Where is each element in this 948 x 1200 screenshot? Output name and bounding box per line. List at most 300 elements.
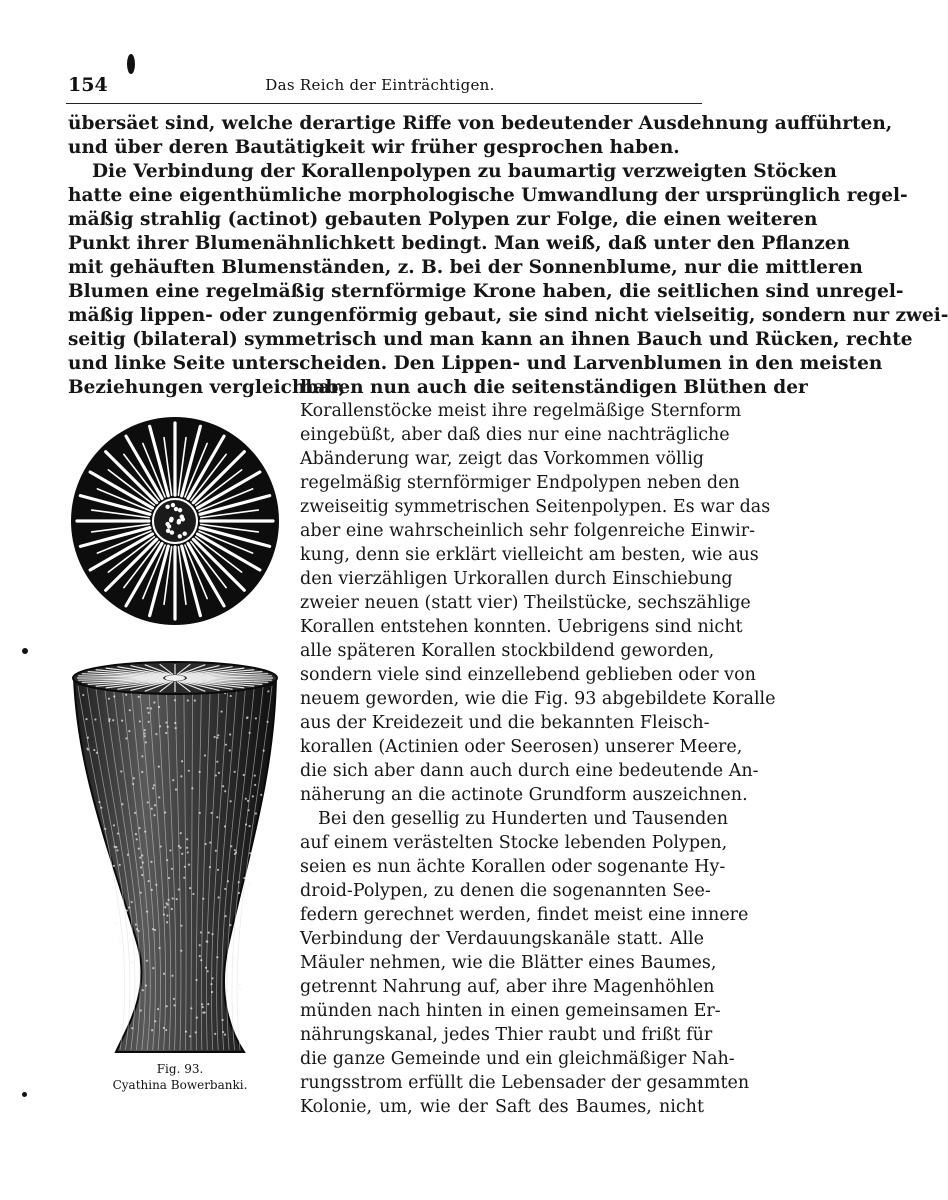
coral-granule (152, 967, 154, 969)
coral-granule (178, 845, 180, 847)
coral-granule (112, 719, 114, 721)
coral-granule (171, 975, 173, 977)
coral-granule (151, 808, 153, 810)
coral-granule (249, 732, 251, 734)
coral-granule (159, 725, 161, 727)
columella-dot (165, 505, 169, 509)
coral-granule (185, 1030, 187, 1032)
coral-granule (121, 720, 123, 722)
coral-granule (108, 698, 110, 700)
coral-granule (100, 807, 102, 809)
coral-granule (168, 877, 170, 879)
columella-dot (174, 507, 178, 511)
coral-granule (163, 1027, 165, 1029)
coral-granule (202, 898, 204, 900)
columella-dot (178, 534, 182, 538)
coral-granule (140, 892, 142, 894)
coral-granule (199, 812, 201, 814)
coral-granule (165, 732, 167, 734)
coral-granule (206, 940, 208, 942)
coral-granule (135, 923, 137, 925)
coral-granule (166, 859, 168, 861)
coral-granule (229, 924, 231, 926)
coral-granule (195, 979, 197, 981)
coral-granule (211, 977, 213, 979)
coral-granule (204, 1011, 206, 1013)
text-line: münden nach hinten in einen gemeinsamen Er- (300, 1001, 721, 1021)
text-line: Kolonie, um, wie der Saft des Baumes, nicht (300, 1097, 704, 1117)
coral-granule (255, 812, 257, 814)
coral-granule (175, 788, 177, 790)
coral-granule (180, 950, 182, 952)
text-line: eingebüßt, aber daß dies nur eine nachträgliche (300, 425, 730, 445)
coral-granule (124, 923, 126, 925)
running-head: Das Reich der Einträchtigen. (265, 76, 495, 94)
coral-granule (144, 729, 146, 731)
coral-granule (173, 1004, 175, 1006)
text-line: näherung an die actinote Grundform auszeichnen. (300, 785, 748, 805)
coral-granule (224, 1034, 226, 1036)
coral-granule (205, 843, 207, 845)
text-line: zweiseitig symmetrischen Seitenpolypen. Es war das (300, 497, 771, 517)
coral-granule (211, 991, 213, 993)
coral-granule (172, 897, 174, 899)
coral-granule (187, 699, 189, 701)
coral-granule (145, 741, 147, 743)
coral-granule (267, 690, 269, 692)
coral-granule (135, 833, 137, 835)
columella-dot (165, 522, 169, 526)
coral-granule (151, 889, 153, 891)
coral-granule (128, 958, 130, 960)
coral-granule (166, 1005, 168, 1007)
coral-side-view-illustration (68, 656, 282, 1058)
text-line: federn gerechnet werden, findet meist eine innere (300, 905, 749, 925)
coral-granule (164, 811, 166, 813)
columella-dot (177, 520, 181, 524)
coral-granule (220, 710, 222, 712)
coral-granule (187, 851, 189, 853)
coral-granule (119, 864, 121, 866)
coral-granule (129, 992, 131, 994)
coral-granule (243, 774, 245, 776)
coral-granule (249, 825, 251, 827)
coral-granule (152, 787, 154, 789)
coral-granule (119, 940, 121, 942)
coral-granule (154, 929, 156, 931)
coral-granule (104, 852, 106, 854)
text-line: sondern viele sind einzellebend geblieben oder von (300, 665, 756, 685)
coral-granule (255, 717, 257, 719)
coral-granule (148, 712, 150, 714)
figure-number: Fig. 93. (156, 1062, 204, 1076)
coral-granule (140, 866, 142, 868)
coral-granule (165, 1029, 167, 1031)
coral-granule (141, 771, 143, 773)
coral-granule (227, 955, 229, 957)
coral-granule (127, 854, 129, 856)
coral-granule (199, 955, 201, 957)
coral-granule (234, 771, 236, 773)
text-line: aber eine wahrscheinlich sehr folgenreiche Einwir- (300, 521, 755, 541)
coral-granule (216, 761, 218, 763)
text-line: regelmäßig sternförmiger Endpolypen neben den (300, 473, 740, 493)
text-line: droid-Polypen, zu denen die sogenannten See- (300, 881, 711, 901)
coral-granule (98, 801, 100, 803)
coral-granule (246, 716, 248, 718)
coral-granule (121, 803, 123, 805)
coral-granule (217, 869, 219, 871)
coral-granule (178, 888, 180, 890)
coral-granule (217, 734, 219, 736)
coral-granule (190, 1007, 192, 1009)
coral-granule (166, 914, 168, 916)
coral-granule (234, 853, 236, 855)
coral-granule (204, 754, 206, 756)
coral-granule (108, 720, 110, 722)
coral-granule (218, 896, 220, 898)
coral-granule (230, 800, 232, 802)
coral-granule (117, 833, 119, 835)
coral-granule (176, 898, 178, 900)
text-line: seien es nun ächte Korallen oder sogenante Hy- (300, 857, 726, 877)
coral-granule (181, 760, 183, 762)
page-number: 154 (68, 74, 108, 96)
coral-granule (211, 933, 213, 935)
header-rule (66, 103, 702, 104)
text-line: korallen (Actinien oder Seerosen) unserer Meere, (300, 737, 743, 757)
coral-granule (138, 696, 140, 698)
columella-dot (170, 530, 174, 534)
coral-granule (173, 998, 175, 1000)
text-line: alle späteren Korallen stockbildend geworden, (300, 641, 715, 661)
coral-granule (113, 865, 115, 867)
text-line: Punkt ihrer Blumenähnlichkett bedingt. Man weiß, daß unter den Pflanzen (68, 233, 850, 254)
coral-granule (152, 928, 154, 930)
text-line: aus der Kreidezeit und die bekannten Fleisch- (300, 713, 710, 733)
coral-granule (136, 928, 138, 930)
coral-granule (115, 881, 117, 883)
coral-granule (174, 699, 176, 701)
coral-granule (151, 1029, 153, 1031)
coral-granule (216, 956, 218, 958)
coral-granule (115, 922, 117, 924)
text-line: Korallenstöcke meist ihre regelmäßige Sternform (300, 401, 742, 421)
coral-granule (141, 874, 143, 876)
coral-granule (234, 957, 236, 959)
coral-granule (189, 1035, 191, 1037)
coral-granule (113, 824, 115, 826)
coral-granule (222, 1031, 224, 1033)
coral-granule (146, 911, 148, 913)
coral-granule (191, 787, 193, 789)
coral-granule (171, 868, 173, 870)
coral-granule (263, 750, 265, 752)
coral-granule (200, 959, 202, 961)
text-line: den vierzähligen Urkorallen durch Einschiebung (300, 569, 733, 589)
coral-granule (200, 931, 202, 933)
coral-granule (238, 984, 240, 986)
coral-granule (115, 846, 117, 848)
coral-granule (199, 944, 201, 946)
coral-granule (144, 830, 146, 832)
coral-granule (229, 749, 231, 751)
coral-granule (136, 988, 138, 990)
coral-granule (144, 735, 146, 737)
text-line: Verbindung der Verdauungskanäle statt. Alle (300, 929, 704, 949)
coral-granule (238, 881, 240, 883)
coral-granule (165, 721, 167, 723)
coral-granule (221, 1019, 223, 1021)
coral-granule (238, 892, 240, 894)
coral-granule (142, 861, 144, 863)
coral-granule (121, 908, 123, 910)
coral-granule (180, 832, 182, 834)
coral-granule (247, 809, 249, 811)
coral-granule (224, 888, 226, 890)
text-line: die sich aber dann auch durch eine bedeutende An- (300, 761, 759, 781)
coral-granule (140, 1009, 142, 1011)
coral-granule (158, 765, 160, 767)
coral-granule (229, 733, 231, 735)
coral-granule (172, 779, 174, 781)
coral-granule (179, 847, 181, 849)
coral-granule (131, 1027, 133, 1029)
coral-granule (202, 1006, 204, 1008)
coral-granule (209, 866, 211, 868)
coral-granule (245, 798, 247, 800)
coral-granule (129, 709, 131, 711)
text-line: Korallen entstehen konnten. Uebrigens sind nicht (300, 617, 743, 637)
coral-granule (199, 771, 201, 773)
coral-granule (124, 911, 126, 913)
coral-granule (141, 854, 143, 856)
coral-granule (143, 732, 145, 734)
coral-granule (218, 772, 220, 774)
coral-granule (138, 970, 140, 972)
coral-granule (244, 898, 246, 900)
coral-granule (131, 901, 133, 903)
coral-granule (243, 877, 245, 879)
coral-granule (146, 960, 148, 962)
coral-granule (249, 883, 251, 885)
coral-granule (247, 800, 249, 802)
coral-granule (194, 699, 196, 701)
coral-granule (230, 695, 232, 697)
coral-granule (225, 744, 227, 746)
coral-granule (175, 727, 177, 729)
coral-granule (195, 1031, 197, 1033)
coral-granule (227, 880, 229, 882)
coral-granule (155, 884, 157, 886)
coral-granule (233, 1023, 235, 1025)
coral-granule (216, 816, 218, 818)
coral-granule (222, 785, 224, 787)
coral-granule (186, 847, 188, 849)
coral-granule (239, 989, 241, 991)
coral-granule (132, 783, 134, 785)
coral-granule (252, 855, 254, 857)
text-line: auf einem verästelten Stocke lebenden Polypen, (300, 833, 728, 853)
coral-granule (138, 827, 140, 829)
coral-granule (166, 902, 168, 904)
coral-granule (214, 1033, 216, 1035)
columella-dot (171, 503, 175, 507)
coral-top-view-illustration (68, 414, 282, 628)
coral-granule (216, 737, 218, 739)
text-line: mäßig strahlig (actinot) gebauten Polypen zur Folge, die einen weiteren (68, 209, 818, 230)
coral-granule (139, 856, 141, 858)
coral-granule (160, 845, 162, 847)
coral-granule (104, 828, 106, 830)
text-line: Blumen eine regelmäßig sternförmige Krone haben, die seitlichen sind unregel- (68, 281, 904, 302)
coral-granule (153, 814, 155, 816)
coral-granule (125, 694, 127, 696)
coral-granule (215, 850, 217, 852)
coral-granule (186, 838, 188, 840)
text-line: haben nun auch die seitenständigen Blüthen der (300, 377, 808, 398)
coral-granule (167, 899, 169, 901)
coral-granule (120, 770, 122, 772)
columella-dot (181, 517, 185, 521)
coral-granule (224, 790, 226, 792)
coral-granule (85, 718, 87, 720)
coral-granule (113, 695, 115, 697)
text-line: neuem geworden, wie die Fig. 93 abgebildete Koralle (300, 689, 776, 709)
text-line: seitig (bilateral) symmetrisch und man kann an ihnen Bauch und Rücken, rechte (68, 329, 913, 350)
coral-granule (145, 984, 147, 986)
coral-granule (184, 866, 186, 868)
coral-granule (96, 752, 98, 754)
coral-granule (235, 994, 237, 996)
coral-granule (147, 801, 149, 803)
coral-granule (87, 748, 89, 750)
coral-granule (141, 755, 143, 757)
coral-granule (128, 730, 130, 732)
coral-granule (231, 969, 233, 971)
coral-granule (215, 774, 217, 776)
text-line: Mäuler nehmen, wie die Blätter eines Baumes, (300, 953, 717, 973)
coral-granule (125, 737, 127, 739)
coral-granule (254, 784, 256, 786)
coral-granule (249, 852, 251, 854)
coral-granule (155, 733, 157, 735)
coral-granule (205, 967, 207, 969)
coral-granule (148, 721, 150, 723)
coral-granule (252, 795, 254, 797)
coral-granule (154, 804, 156, 806)
coral-granule (138, 848, 140, 850)
coral-granule (232, 1005, 234, 1007)
coral-granule (180, 925, 182, 927)
coral-granule (188, 770, 190, 772)
coral-granule (150, 861, 152, 863)
columella-dot (183, 531, 187, 535)
coral-granule (189, 887, 191, 889)
text-line: rungsstrom erfüllt die Lebensader der gesammten (300, 1073, 750, 1093)
coral-granule (150, 707, 152, 709)
coral-granule (167, 726, 169, 728)
text-line: zweier neuen (statt vier) Theilstücke, sechszählige (300, 593, 751, 613)
coral-granule (208, 932, 210, 934)
coral-granule (136, 953, 138, 955)
text-line: hatte eine eigenthümliche morphologische Umwandlung der ursprünglich regel- (68, 185, 908, 206)
coral-granule (183, 877, 185, 879)
coral-granule (163, 973, 165, 975)
coral-granule (139, 720, 141, 722)
columella-dot (169, 517, 173, 521)
text-line: getrennt Nahrung auf, aber ihre Magenhöhlen (300, 977, 715, 997)
coral-granule (174, 722, 176, 724)
coral-granule (196, 1017, 198, 1019)
coral-granule (148, 880, 150, 882)
coral-granule (192, 893, 194, 895)
coral-granule (260, 794, 262, 796)
coral-granule (224, 825, 226, 827)
coral-granule (131, 962, 133, 964)
coral-granule (230, 845, 232, 847)
coral-granule (207, 970, 209, 972)
coral-granule (171, 908, 173, 910)
coral-granule (234, 849, 236, 851)
coral-granule (158, 796, 160, 798)
coral-granule (126, 909, 128, 911)
coral-granule (214, 736, 216, 738)
text-line: Beziehungen vergleichbar, (68, 377, 346, 398)
coral-granule (164, 906, 166, 908)
coral-granule (116, 849, 118, 851)
scan-speck (127, 54, 135, 74)
coral-granule (108, 718, 110, 720)
text-line: und über deren Bautätigkeit wir früher gesprochen haben. (68, 137, 680, 158)
coral-granule (82, 694, 84, 696)
coral-granule (112, 886, 114, 888)
text-line: mäßig lippen- oder zungenförmig gebaut, sie sind nicht vielseitig, sondern nur zwei- (68, 305, 948, 326)
scan-speck (22, 1092, 27, 1097)
text-line: Abänderung war, zeigt das Vorkommen völlig (300, 449, 704, 469)
coral-granule (157, 1008, 159, 1010)
coral-granule (147, 707, 149, 709)
coral-granule (180, 775, 182, 777)
coral-granule (142, 989, 144, 991)
figure-caption: Cyathina Bowerbanki. (112, 1078, 248, 1092)
coral-granule (169, 849, 171, 851)
coral-granule (210, 812, 212, 814)
coral-granule (210, 983, 212, 985)
text-line: nährungskanal, jedes Thier raubt und frißt für (300, 1025, 713, 1045)
text-line: Bei den gesellig zu Hunderten und Tausenden (318, 809, 728, 829)
columella-dot (178, 508, 182, 512)
coral-granule (245, 823, 247, 825)
text-line: die ganze Gemeinde und ein gleichmäßiger Nah- (300, 1049, 735, 1069)
coral-granule (87, 737, 89, 739)
coral-granule (153, 701, 155, 703)
text-line: mit gehäuften Blumenständen, z. B. bei der Sonnenblume, nur die mittleren (68, 257, 863, 278)
coral-granule (136, 838, 138, 840)
coral-granule (201, 1003, 203, 1005)
scan-speck (22, 648, 28, 654)
coral-granule (188, 863, 190, 865)
coral-granule (134, 812, 136, 814)
text-line: Die Verbindung der Korallenpolypen zu baumartig verzweigten Stöcken (92, 161, 837, 182)
coral-granule (93, 749, 95, 751)
coral-granule (158, 947, 160, 949)
text-line: kung, denn sie erklärt vielleicht am besten, wie aus (300, 545, 759, 565)
coral-granule (163, 913, 165, 915)
coral-granule (181, 853, 183, 855)
columella-dot (166, 529, 170, 533)
coral-granule (209, 842, 211, 844)
